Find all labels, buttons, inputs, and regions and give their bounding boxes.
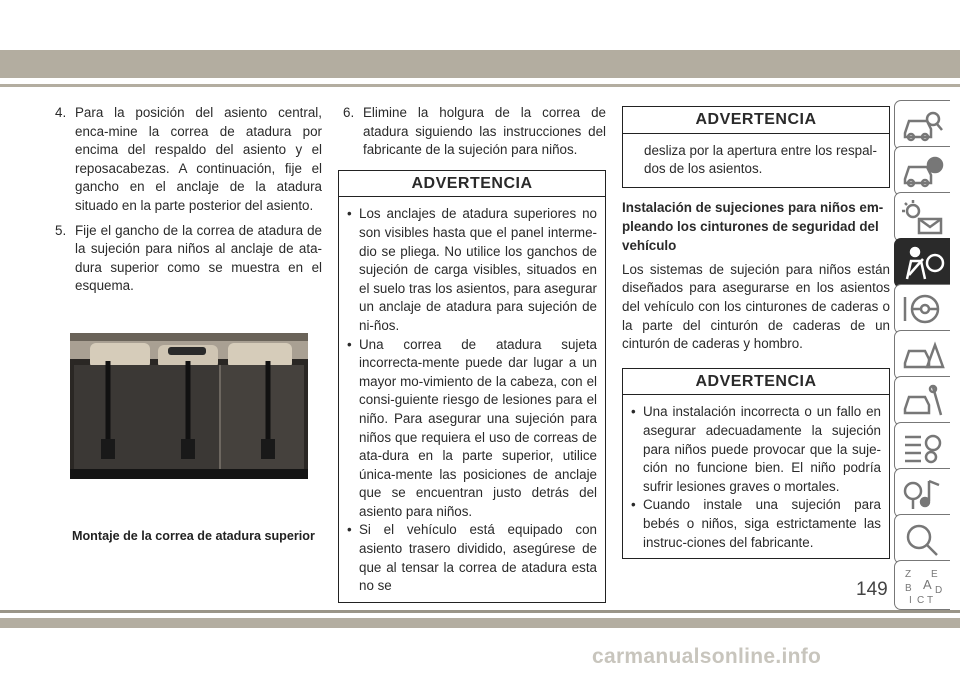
column-2 — [338, 104, 606, 603]
warning-bullet: • Si el vehículo está equipado con asiento trasero dividido, asegúrese de que al tensar la correa de atadura esta no se — [347, 521, 597, 595]
warning-box — [338, 170, 606, 603]
warning-title: ADVERTENCIA — [339, 171, 605, 198]
step-number: 4. — [55, 105, 67, 120]
step-number: 5. — [55, 222, 67, 238]
car-wrench-icon[interactable] — [894, 376, 950, 426]
tether-strap-photo — [70, 333, 308, 479]
step-5 — [50, 222, 322, 296]
car-info-icon[interactable] — [894, 146, 950, 196]
warning-body — [339, 197, 605, 601]
warning-bullet: • Los anclajes de atadura superiores no son visibles hasta que el panel interme-dio se pliega. No utilice los ganchos de sujeción de carga visibles, situados en el suelo tras los asientos, para asegurar un anclaje de atadura para sujeción de ni-ños. — [347, 205, 597, 335]
car-search-icon[interactable] — [894, 100, 950, 150]
warning-text: desliza por la apertura entre los respal-dos de los asientos. — [644, 142, 877, 177]
step-4 — [50, 104, 322, 216]
column-3 — [622, 104, 890, 559]
step-text: Fije el gancho de la correa de atadura de la sujeción para niños al anclaje de ata-dura superior como se muestra en el esquema. — [75, 222, 322, 294]
warning-box — [622, 368, 890, 559]
svg-text:C: C — [917, 595, 925, 605]
warning-box-continued — [622, 106, 890, 188]
figure-caption: Montaje de la correa de atadura superior — [72, 529, 315, 543]
step-6 — [338, 104, 606, 160]
svg-text:E: E — [931, 569, 938, 580]
svg-text:I: I — [909, 595, 912, 605]
car-crash-warning-icon[interactable] — [894, 330, 950, 380]
bottom-rule — [0, 610, 960, 613]
specifications-gear-icon[interactable] — [894, 422, 950, 472]
multimedia-music-icon[interactable] — [894, 468, 950, 518]
svg-text:T: T — [927, 595, 934, 605]
seatbelt-airbag-icon[interactable] — [894, 238, 950, 288]
magnifier-index-icon[interactable] — [894, 514, 950, 564]
section-heading: Instalación de sujeciones para niños em-pleando los cinturones de seguridad del vehículo — [622, 199, 884, 253]
section-paragraph: Los sistemas de sujeción para niños están diseñados para asegurarse en los asientos del vehículo con los cinturones de caderas o la parte del cinturón de caderas de un cinturón de caderas y hombro. — [622, 261, 890, 352]
step-text: Elimine la holgura de la correa de atadura siguiendo las instrucciones del fabricante de la sujeción para niños. — [363, 105, 606, 158]
column-1 — [50, 104, 322, 302]
svg-text:D: D — [935, 585, 943, 596]
warning-title: ADVERTENCIA — [623, 369, 889, 396]
top-rule — [0, 84, 960, 87]
warning-bullet: • Una instalación incorrecta o un fallo en asegurar adecuadamente la sujeción para niños puede provocar que la suje-ción no funcione bien. El niño podría sufrir lesiones graves o mortales. — [631, 403, 881, 496]
watermark: carmanualsonline.info — [592, 645, 822, 668]
step-text: Para la posición del asiento central, enca-mine la correa de atadura por encima del respaldo del asiento y el reposacabezas. A continuación, fije el gancho en el anclaje de la atadura situado en la parte posterior del asiento. — [75, 105, 322, 213]
bottom-band — [0, 618, 960, 628]
warning-body — [623, 395, 889, 558]
warning-title: ADVERTENCIA — [623, 107, 889, 134]
page-number: 149 — [856, 579, 888, 600]
warning-lights-message-icon[interactable] — [894, 192, 950, 242]
svg-text:Z: Z — [905, 569, 912, 580]
warning-bullet: • Cuando instale una sujeción para bebés o niños, siga estrictamente las instruc-ciones del fabricante. — [631, 496, 881, 552]
top-band — [0, 50, 960, 78]
svg-text:B: B — [905, 583, 912, 594]
language-index-icon[interactable] — [894, 560, 950, 610]
warning-bullet: • Una correa de atadura sujeta incorrecta-mente puede dar lugar a un mayor mo-vimiento de la cabeza, con el consi-guiente riesgo de lesiones para el niño. Para asegurar una sujeción para niños que requiera el uso de correas de ata-dura en la parte superior, utilice única-mente las posiciones de anclaje que se encuentran justo detrás del asiento para niños. — [347, 336, 597, 522]
svg-text:A: A — [923, 577, 932, 592]
steering-wheel-key-icon[interactable] — [894, 284, 950, 334]
step-number: 6. — [343, 105, 355, 120]
warning-body — [623, 134, 889, 187]
